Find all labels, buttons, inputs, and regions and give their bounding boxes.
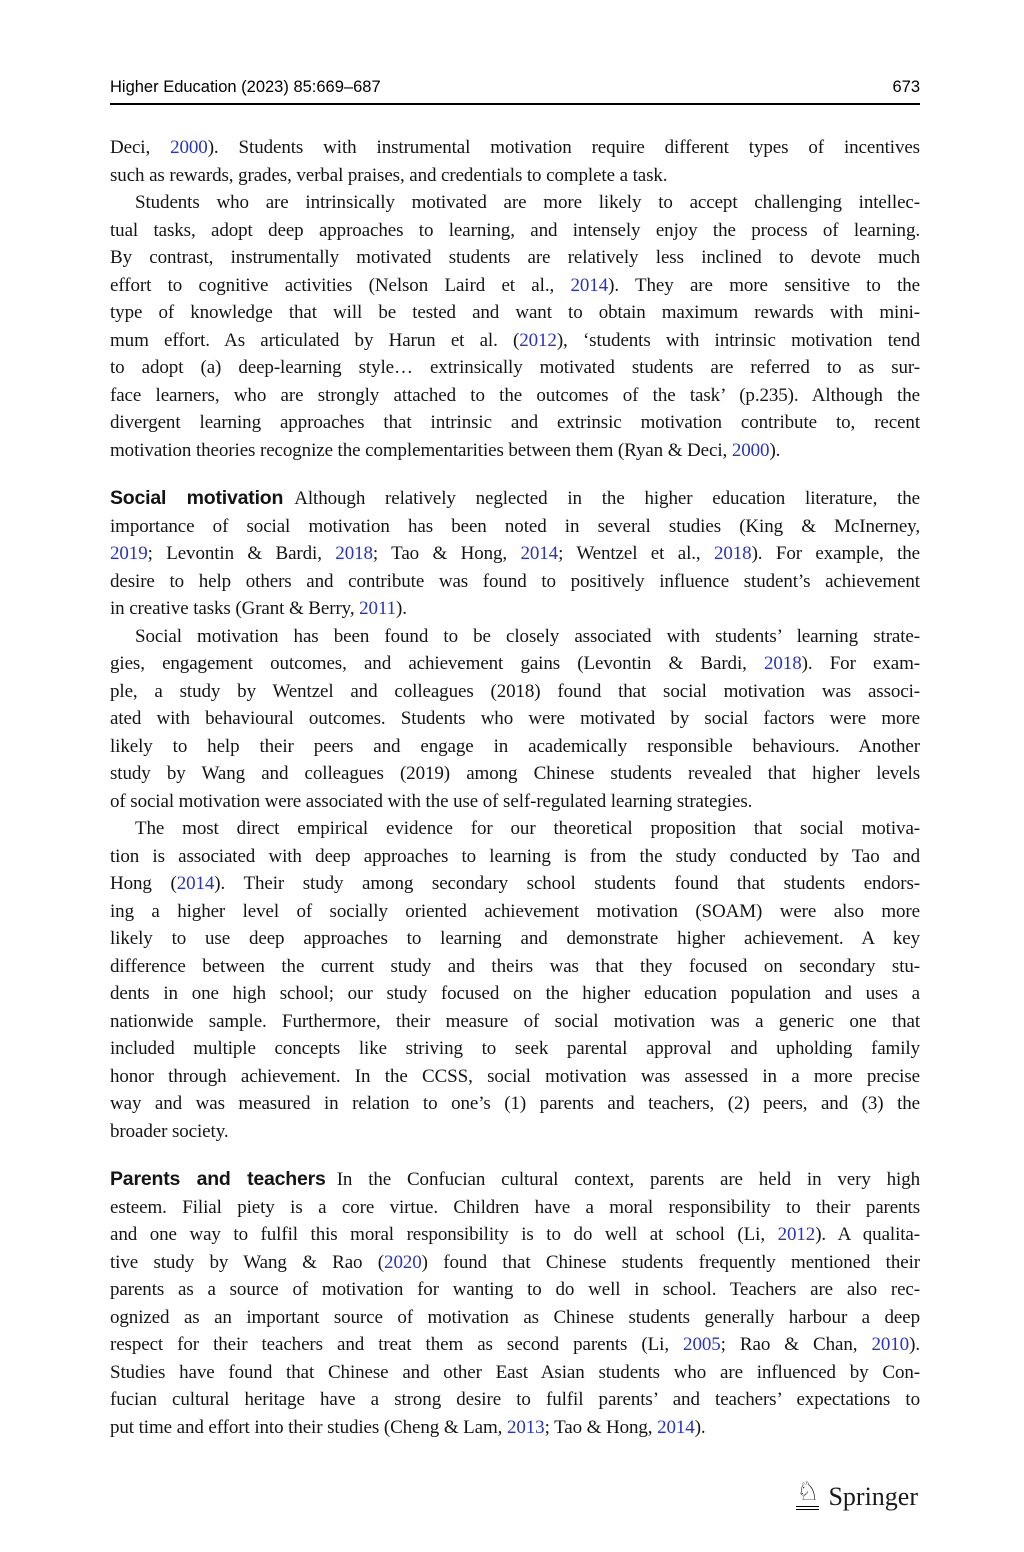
text-run: dents in one high school; our study focused on the higher education population and uses a bbox=[110, 983, 920, 1004]
text-line bbox=[110, 1276, 920, 1304]
text-run: tion is associated with deep approaches to learning is from the study conducted by Tao and bbox=[110, 845, 920, 867]
text-line bbox=[110, 568, 920, 596]
text-run: ). For example, the bbox=[751, 543, 920, 564]
text-run: ). Students with instrumental motivation require different types of incentives bbox=[207, 137, 920, 158]
text-run: nationwide sample. Furthermore, their measure of social motivation was a generic one that bbox=[110, 1010, 920, 1032]
text-line bbox=[110, 244, 920, 272]
text-run: ; Tao & Hong, bbox=[372, 543, 521, 564]
text-line bbox=[110, 1118, 920, 1146]
text-line bbox=[110, 409, 920, 437]
text-line bbox=[110, 815, 920, 843]
text-run: way and was measured in relation to one’s (1) parents and teachers, (2) peers, and (3) the bbox=[110, 1093, 920, 1114]
paragraph-intrinsic-vs-instrumental bbox=[110, 189, 920, 464]
text-run: difference between the current study and theirs was that they focused on secondary stu- bbox=[110, 955, 920, 977]
text-run: ). A qualita- bbox=[815, 1224, 920, 1245]
citation-link[interactable]: 2018 bbox=[713, 543, 752, 564]
citation-link[interactable]: 2014 bbox=[176, 873, 215, 894]
text-run: ). bbox=[769, 439, 781, 461]
publisher-footer bbox=[796, 1479, 918, 1510]
text-line bbox=[110, 898, 920, 926]
text-run: ple, a study by Wentzel and colleagues (2018) found that social motivation was associ- bbox=[110, 680, 920, 702]
text-line bbox=[110, 1166, 920, 1194]
text-run: ). bbox=[909, 1334, 920, 1355]
text-line bbox=[110, 760, 920, 788]
publisher-name: Springer bbox=[828, 1481, 918, 1511]
text-run: divergent learning approaches that intrinsic and extrinsic motivation contribute to, recent bbox=[110, 412, 920, 433]
text-line bbox=[110, 1331, 920, 1359]
text-run: ). For exam- bbox=[801, 653, 920, 674]
text-run: Social motivation has been found to be closely associated with students’ learning strate- bbox=[135, 625, 920, 647]
text-run: esteem. Filial piety is a core virtue. Children have a moral responsibility to their parents bbox=[110, 1196, 920, 1218]
text-line bbox=[110, 595, 920, 623]
text-line bbox=[110, 217, 920, 245]
text-line bbox=[110, 189, 920, 217]
text-run: motivation theories recognize the complementarities between them (Ryan & Deci, bbox=[110, 439, 732, 461]
text-run: respect for their teachers and treat them as second parents (Li, bbox=[110, 1334, 684, 1355]
text-run: In the Confucian cultural context, parents are held in very high bbox=[336, 1169, 920, 1190]
text-run: parents as a source of motivation for wanting to do well in school. Teachers are also rec- bbox=[110, 1279, 920, 1300]
text-run: in creative tasks (Grant & Berry, bbox=[110, 598, 360, 619]
text-line bbox=[110, 485, 920, 513]
text-run: Studies have found that Chinese and other East Asian students who are influenced by Con- bbox=[110, 1361, 920, 1383]
page-number: 673 bbox=[892, 78, 920, 96]
text-run: ; Tao & Hong, bbox=[544, 1416, 658, 1438]
journal-citation: Higher Education (2023) 85:669–687 bbox=[110, 78, 381, 96]
text-line bbox=[110, 678, 920, 706]
text-line bbox=[110, 870, 920, 898]
citation-link[interactable]: 2020 bbox=[384, 1251, 422, 1273]
text-line bbox=[110, 1090, 920, 1118]
text-run: broader society. bbox=[110, 1120, 229, 1142]
text-run: effort to cognitive activities (Nelson Laird et al., bbox=[110, 274, 571, 296]
text-run: of social motivation were associated with the use of self-regulated learning strategies. bbox=[110, 790, 753, 812]
section-social-motivation bbox=[110, 485, 920, 623]
text-line bbox=[110, 1304, 920, 1332]
text-run: included multiple concepts like striving to seek parental approval and upholding family bbox=[110, 1038, 920, 1059]
text-run: ). bbox=[396, 598, 407, 619]
text-run: face learners, who are strongly attached to the outcomes of the task’ (p.235). Although the bbox=[110, 384, 920, 406]
text-run: ). Their study among secondary school students found that students endors- bbox=[214, 873, 920, 894]
text-line bbox=[110, 134, 920, 162]
text-line bbox=[110, 843, 920, 871]
text-line bbox=[110, 1221, 920, 1249]
text-line bbox=[110, 1194, 920, 1222]
text-run: ; Rao & Chan, bbox=[720, 1334, 872, 1355]
text-line bbox=[110, 162, 920, 190]
text-run: honor through achievement. In the CCSS, social motivation was assessed in a more precise bbox=[110, 1065, 920, 1087]
citation-link[interactable]: 2011 bbox=[359, 598, 397, 619]
citation-link[interactable]: 2018 bbox=[335, 543, 373, 564]
text-run: ated with behavioural outcomes. Students who were motivated by social factors were more bbox=[110, 708, 920, 729]
citation-link[interactable]: 2005 bbox=[683, 1334, 721, 1355]
text-run: and one way to fulfil this moral responsibility is to do well at school (Li, bbox=[110, 1224, 778, 1245]
citation-link[interactable]: 2014 bbox=[657, 1416, 695, 1438]
text-line bbox=[110, 540, 920, 568]
text-run: ; Wentzel et al., bbox=[558, 543, 714, 564]
text-run: ognized as an important source of motivation as Chinese students generally harbour a deep bbox=[110, 1306, 920, 1328]
paragraph-empirical-evidence-tao-hong bbox=[110, 815, 920, 1145]
text-run: mum effort. As articulated by Harun et al. ( bbox=[110, 329, 520, 351]
section-heading: Parents and teachers bbox=[110, 1168, 326, 1190]
text-run: such as rewards, grades, verbal praises, and credentials to complete a task. bbox=[110, 164, 668, 186]
text-run: By contrast, instrumentally motivated students are relatively less inclined to devote much bbox=[110, 247, 920, 268]
text-run: likely to help their peers and engage in academically responsible behaviours. Another bbox=[110, 735, 920, 757]
springer-knight-logo-icon: ♘ bbox=[796, 1479, 819, 1510]
text-run: to adopt (a) deep-learning style… extrinsically motivated students are referred to as sur- bbox=[110, 357, 920, 378]
text-line bbox=[110, 1008, 920, 1036]
text-line bbox=[110, 980, 920, 1008]
text-line bbox=[110, 705, 920, 733]
citation-link[interactable]: 2012 bbox=[777, 1224, 816, 1245]
text-run: gies, engagement outcomes, and achievement gains (Levontin & Bardi, bbox=[110, 653, 764, 674]
text-line bbox=[110, 354, 920, 382]
paragraph-social-motivation-learning-strategies bbox=[110, 623, 920, 816]
text-line bbox=[110, 788, 920, 816]
text-line bbox=[110, 1414, 920, 1442]
text-line bbox=[110, 299, 920, 327]
text-run: tive study by Wang & Rao ( bbox=[110, 1251, 385, 1273]
text-run: likely to use deep approaches to learning and demonstrate higher achievement. A key bbox=[110, 928, 920, 949]
text-line bbox=[110, 1035, 920, 1063]
text-line bbox=[110, 925, 920, 953]
citation-link[interactable]: 2013 bbox=[506, 1416, 545, 1438]
text-line bbox=[110, 1249, 920, 1277]
text-line bbox=[110, 733, 920, 761]
citation-link[interactable]: 2010 bbox=[871, 1334, 910, 1355]
text-run: Although relatively neglected in the higher education literature, the bbox=[294, 488, 920, 509]
text-run: fucian cultural heritage have a strong desire to fulfil parents’ and teachers’ expectations to bbox=[110, 1389, 920, 1410]
citation-link[interactable]: 2000 bbox=[170, 137, 208, 158]
text-line bbox=[110, 623, 920, 651]
text-run: ). bbox=[694, 1416, 706, 1438]
text-line bbox=[110, 513, 920, 541]
text-line bbox=[110, 1063, 920, 1091]
page-header bbox=[110, 78, 920, 97]
citation-link[interactable]: 2012 bbox=[519, 329, 557, 351]
text-run: ; Levontin & Bardi, bbox=[147, 543, 336, 564]
text-run: ing a higher level of socially oriented achievement motivation (SOAM) were also more bbox=[110, 900, 920, 922]
text-run: desire to help others and contribute was found to positively influence student’s achievement bbox=[110, 570, 920, 592]
text-run: tual tasks, adopt deep approaches to learning, and intensely enjoy the process of learning. bbox=[110, 219, 920, 241]
text-run: put time and effort into their studies (Cheng & Lam, bbox=[110, 1416, 507, 1438]
citation-link[interactable]: 2014 bbox=[570, 274, 609, 296]
text-run: Hong ( bbox=[110, 873, 177, 894]
text-line bbox=[110, 327, 920, 355]
text-line bbox=[110, 953, 920, 981]
text-run: Students who are intrinsically motivated are more likely to accept challenging intellec- bbox=[135, 192, 920, 213]
article-body bbox=[110, 134, 920, 1441]
text-run: The most direct empirical evidence for our theoretical proposition that social motiva- bbox=[135, 818, 920, 839]
text-line bbox=[110, 1359, 920, 1387]
text-line bbox=[110, 272, 920, 300]
text-line bbox=[110, 437, 920, 465]
text-line bbox=[110, 650, 920, 678]
text-run: ) found that Chinese students frequently mentioned their bbox=[421, 1251, 920, 1273]
citation-link[interactable]: 2019 bbox=[110, 543, 148, 564]
text-run: Deci, bbox=[110, 137, 171, 158]
header-rule bbox=[110, 103, 920, 105]
text-run: ), ‘students with intrinsic motivation tend bbox=[556, 329, 920, 351]
citation-link[interactable]: 2014 bbox=[520, 543, 559, 564]
text-run: importance of social motivation has been noted in several studies (King & McInerney, bbox=[110, 515, 920, 537]
citation-link[interactable]: 2018 bbox=[764, 653, 802, 674]
section-heading: Social motivation bbox=[110, 487, 284, 509]
text-run: type of knowledge that will be tested and want to obtain maximum rewards with mini- bbox=[110, 302, 920, 323]
paragraph-instrumental-motivation-continuation bbox=[110, 134, 920, 189]
text-run: ). They are more sensitive to the bbox=[608, 274, 920, 296]
section-parents-and-teachers bbox=[110, 1166, 920, 1441]
citation-link[interactable]: 2000 bbox=[731, 439, 770, 461]
text-line bbox=[110, 382, 920, 410]
text-line bbox=[110, 1386, 920, 1414]
text-run: study by Wang and colleagues (2019) among Chinese students revealed that higher levels bbox=[110, 763, 920, 784]
